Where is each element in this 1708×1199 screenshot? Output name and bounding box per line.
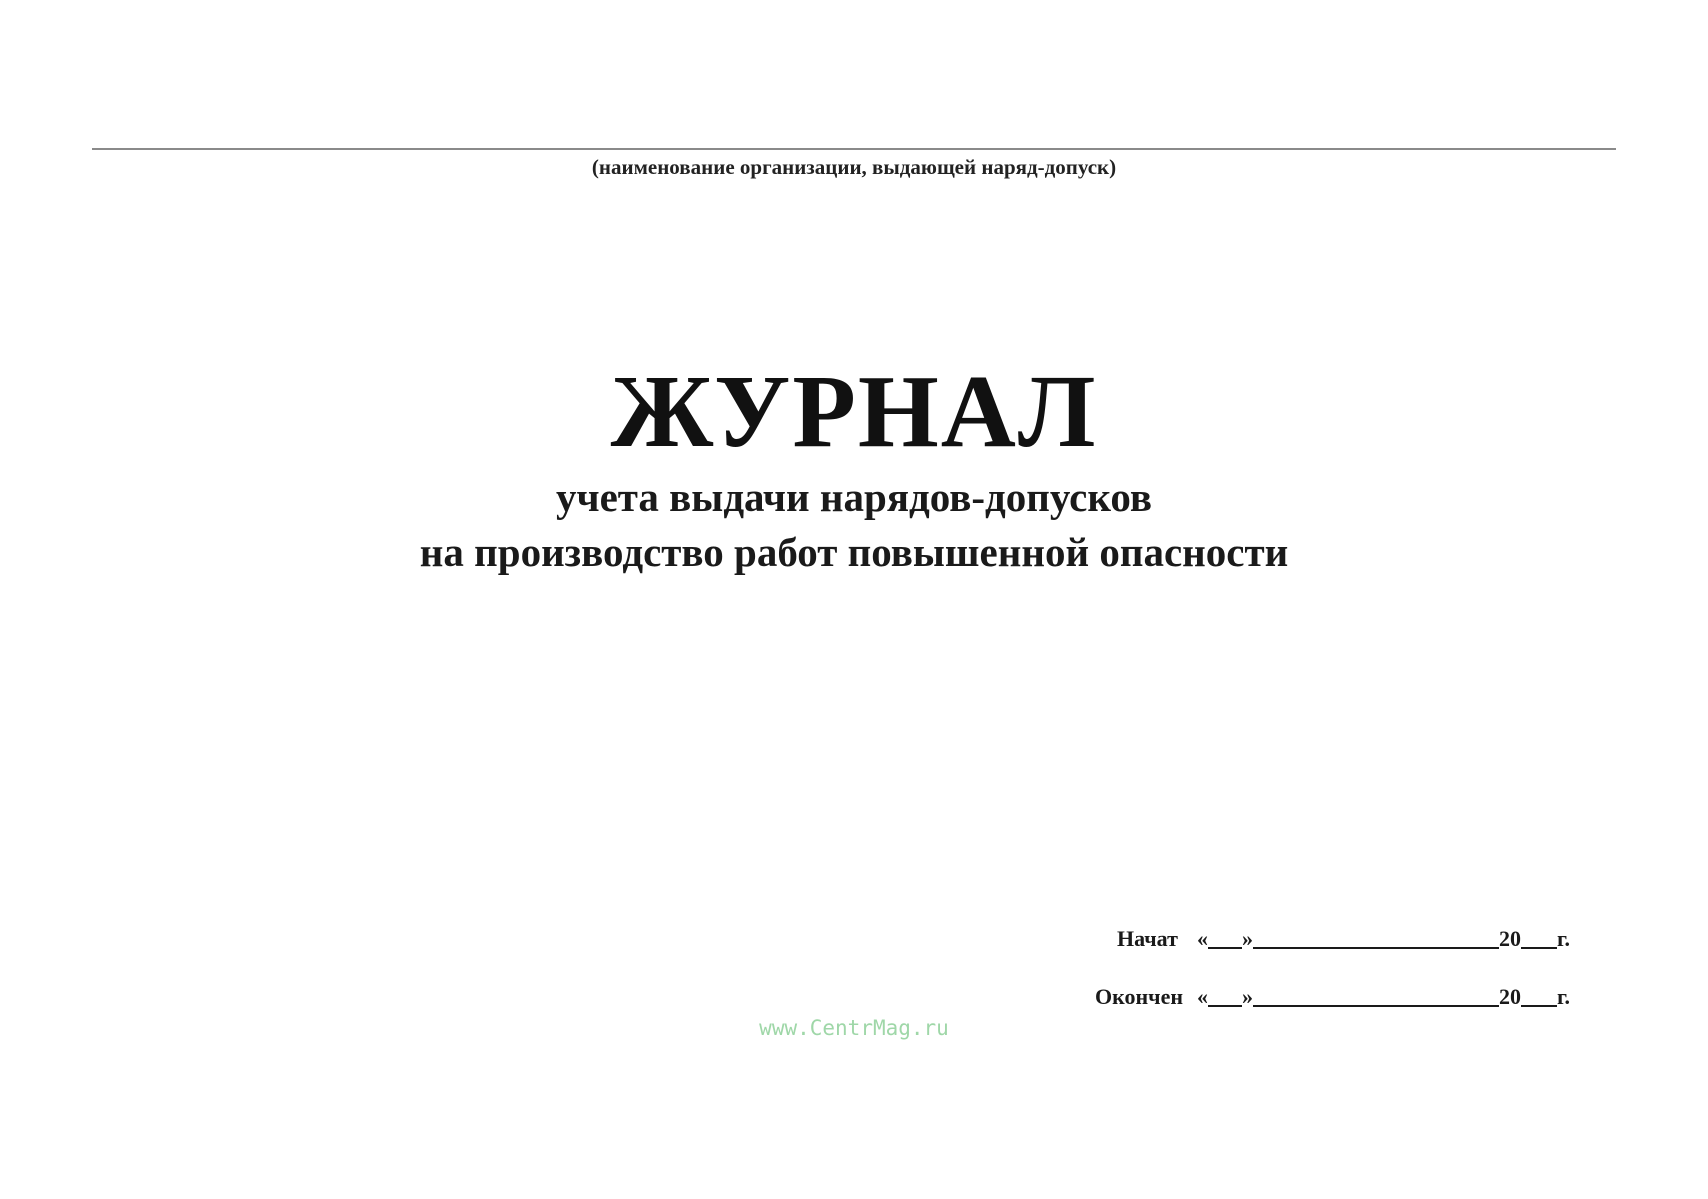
ended-label: Окончен: [1095, 984, 1184, 1009]
journal-title: ЖУРНАЛ: [610, 354, 1098, 469]
started-year-blank: [1521, 925, 1557, 949]
organization-caption: (наименование организации, выдающей наряд-допуск): [591, 155, 1117, 179]
started-day-blank: [1208, 925, 1242, 949]
ended-date-row: [1095, 980, 1570, 1010]
close-quote: »: [1242, 984, 1253, 1009]
open-quote: «: [1197, 984, 1208, 1009]
year-prefix: 20: [1499, 926, 1521, 951]
watermark: www.CentrMag.ru: [759, 1016, 949, 1040]
journal-subtitle-line-1: учета выдачи нарядов-допусков: [555, 474, 1153, 520]
organization-name-line: [92, 148, 1616, 150]
year-prefix: 20: [1499, 984, 1521, 1009]
started-month-blank: [1253, 925, 1499, 949]
started-label: Начат: [1117, 926, 1178, 951]
year-suffix: г.: [1557, 926, 1571, 951]
open-quote: «: [1197, 926, 1208, 951]
journal-subtitle-line-2: на производство работ повышенной опасности: [419, 529, 1289, 575]
year-suffix: г.: [1557, 984, 1571, 1009]
started-date-row: [1117, 922, 1570, 952]
ended-year-blank: [1521, 983, 1557, 1007]
ended-day-blank: [1208, 983, 1242, 1007]
close-quote: »: [1242, 926, 1253, 951]
ended-month-blank: [1253, 983, 1499, 1007]
